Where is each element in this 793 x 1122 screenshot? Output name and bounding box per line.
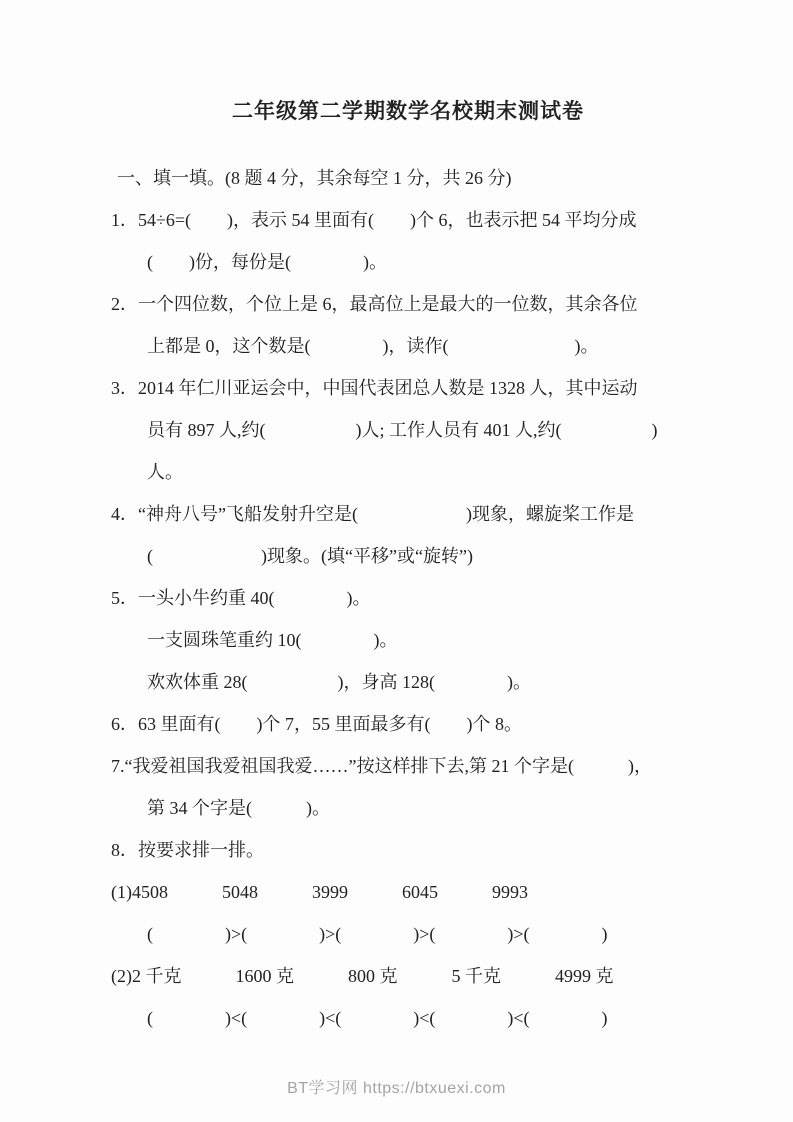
- question-2-line-2: 上都是 0，这个数是( )，读作( )。: [147, 336, 599, 356]
- question-4-line-1: 4．“神舟八号”飞船发射升空是( )现象，螺旋桨工作是: [111, 504, 634, 524]
- page-title: 二年级第二学期数学名校期末测试卷: [232, 99, 584, 123]
- question-3-line-2: 员有 897 人,约( )人; 工作人员有 401 人,约( ): [147, 420, 658, 440]
- question-5-line-3: 欢欢体重 28( )，身高 128( )。: [147, 672, 531, 692]
- question-3-line-1: 3．2014 年仁川亚运会中，中国代表团总人数是 1328 人，其中运动: [111, 378, 638, 398]
- section-heading: 一、填一填。(8 题 4 分，其余每空 1 分，共 26 分): [117, 168, 512, 188]
- question-5-line-1: 5．一头小牛约重 40( )。: [111, 588, 371, 608]
- question-8-numbers-row: (1)4508 5048 3999 6045 9993: [111, 882, 528, 902]
- question-5-line-2: 一支圆珠笔重约 10( )。: [147, 630, 398, 650]
- question-2-line-1: 2．一个四位数，个位上是 6，最高位上是最大的一位数，其余各位: [111, 294, 638, 314]
- question-8-weights-row: (2)2 千克 1600 克 800 克 5 千克 4999 克: [111, 966, 614, 986]
- document-content: [111, 97, 705, 1039]
- question-1-line-1: 1．54÷6=( )，表示 54 里面有( )个 6，也表示把 54 平均分成: [111, 210, 637, 230]
- question-3-line-3: 人。: [147, 462, 183, 482]
- question-4-line-2: ( )现象。(填“平移”或“旋转”): [147, 546, 473, 566]
- question-7-line-2: 第 34 个字是( )。: [147, 798, 330, 818]
- question-1-line-2: ( )份，每份是( )。: [147, 252, 387, 272]
- question-7-line-1: 7.“我爱祖国我爱祖国我爱……”按这样排下去,第 21 个字是( )，: [111, 756, 652, 776]
- question-6-line-1: 6．63 里面有( )个 7，55 里面最多有( )个 8。: [111, 714, 522, 734]
- question-8-compare-row-1: ( )>( )>( )>( )>( ): [147, 924, 608, 944]
- watermark-footer: BT学习网 https://btxuexi.com: [287, 1080, 506, 1097]
- question-8-compare-row-2: ( )<( )<( )<( )<( ): [147, 1008, 608, 1028]
- question-8-line-1: 8．按要求排一排。: [111, 840, 264, 860]
